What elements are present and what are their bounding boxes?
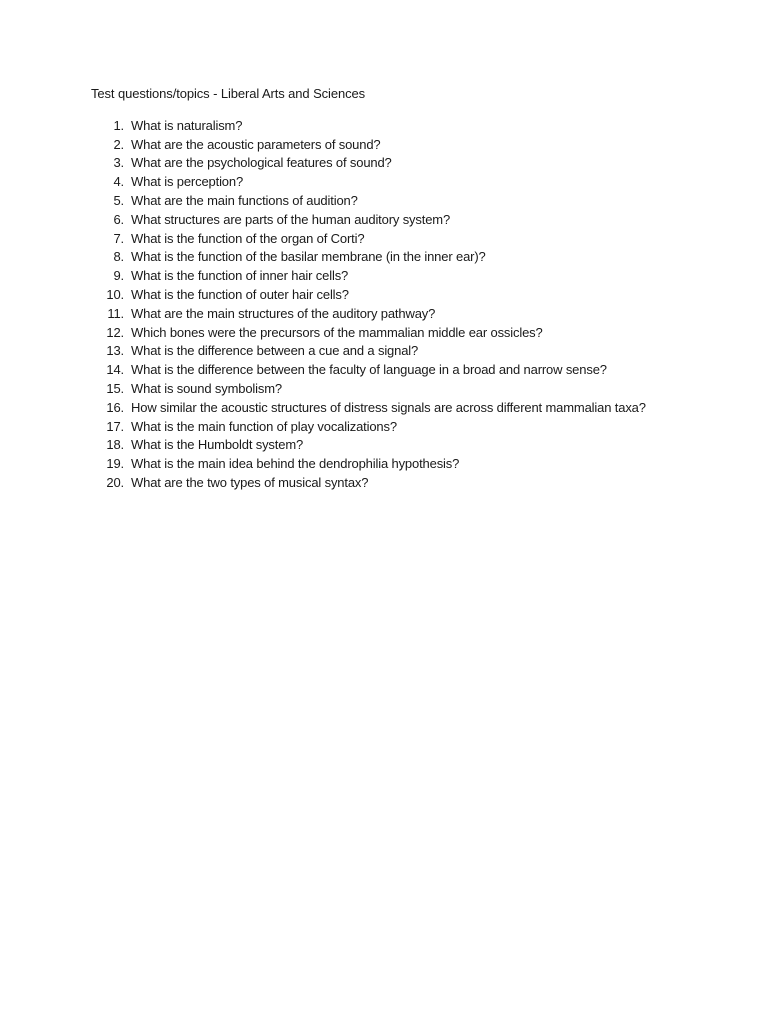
question-number: 12. [106, 324, 124, 340]
question-number: 19. [106, 456, 124, 472]
question-number: 10. [106, 287, 124, 303]
question-item [91, 342, 646, 361]
question-number: 15. [106, 381, 124, 397]
question-number: 9. [113, 268, 124, 284]
question-list [91, 116, 646, 492]
question-item [91, 210, 646, 229]
question-number: 7. [113, 230, 124, 246]
question-item [91, 191, 646, 210]
question-item [91, 379, 646, 398]
question-text: What is the Humboldt system? [131, 437, 304, 453]
question-item [91, 436, 646, 455]
question-item [91, 248, 646, 267]
question-text: Which bones were the precursors of the mammalian middle ear ossicles? [131, 324, 543, 340]
question-text: What are the two types of musical syntax? [131, 475, 369, 491]
question-item [91, 304, 646, 323]
question-text: What are the main functions of audition? [131, 193, 358, 209]
question-item [91, 454, 646, 473]
question-text: What is the difference between a cue and a signal? [131, 343, 419, 359]
question-item [91, 398, 646, 417]
document-title: Test questions/topics - Liberal Arts and Sciences [91, 86, 366, 101]
question-number: 5. [113, 193, 124, 209]
question-text: What is sound symbolism? [131, 381, 283, 397]
question-number: 17. [106, 418, 124, 434]
question-item [91, 229, 646, 248]
question-text: What is the function of the basilar membrane (in the inner ear)? [131, 249, 486, 265]
question-item [91, 135, 646, 154]
question-text: What are the acoustic parameters of sound? [131, 136, 381, 152]
question-item [91, 266, 646, 285]
question-item [91, 154, 646, 173]
question-number: 20. [106, 475, 124, 491]
question-number: 6. [113, 211, 124, 227]
question-text: What is naturalism? [131, 117, 243, 133]
question-text: What is the function of inner hair cells? [131, 268, 349, 284]
question-item [91, 172, 646, 191]
question-text: What is the function of outer hair cells? [131, 287, 349, 303]
question-number: 18. [106, 437, 124, 453]
question-text: What is perception? [131, 174, 244, 190]
question-text: What structures are parts of the human auditory system? [131, 211, 451, 227]
question-text: What are the main structures of the auditory pathway? [131, 305, 436, 321]
question-number: 3. [113, 155, 124, 171]
question-text: How similar the acoustic structures of distress signals are across different mammalian taxa? [131, 399, 646, 415]
question-text: What is the main function of play vocalizations? [131, 418, 397, 434]
question-number: 8. [113, 249, 124, 265]
question-text: What is the difference between the faculty of language in a broad and narrow sense? [131, 362, 607, 378]
question-number: 13. [106, 343, 124, 359]
question-text: What is the main idea behind the dendrophilia hypothesis? [131, 456, 460, 472]
question-item [91, 473, 646, 492]
question-text: What are the psychological features of sound? [131, 155, 392, 171]
question-number: 11. [107, 305, 124, 321]
question-item [91, 360, 646, 379]
question-text: What is the function of the organ of Corti? [131, 230, 365, 246]
question-number: 1. [113, 117, 124, 133]
question-item [91, 285, 646, 304]
question-item [91, 417, 646, 436]
question-number: 16. [106, 399, 124, 415]
question-number: 2. [113, 136, 124, 152]
question-number: 4. [113, 174, 124, 190]
question-item [91, 116, 646, 135]
question-number: 14. [106, 362, 124, 378]
question-item [91, 323, 646, 342]
